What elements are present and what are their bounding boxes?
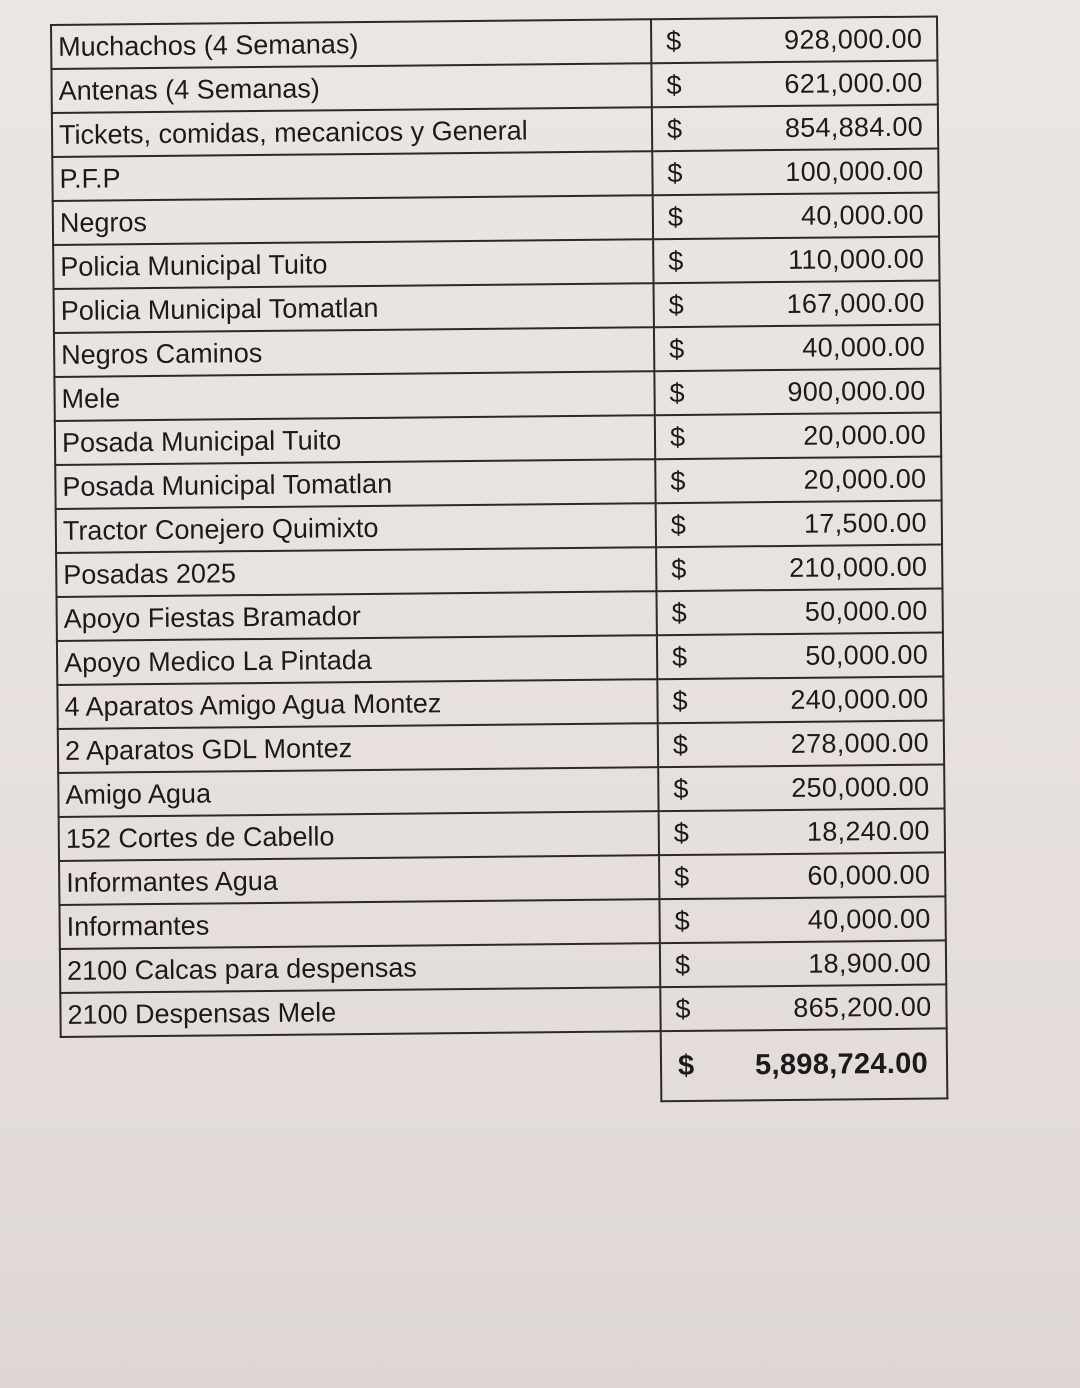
row-label: Posada Municipal Tuito bbox=[55, 415, 655, 465]
row-label: Muchachos (4 Semanas) bbox=[51, 19, 651, 69]
total-currency-symbol: $ bbox=[677, 1049, 695, 1082]
row-label: Apoyo Fiestas Bramador bbox=[57, 591, 657, 641]
row-amount: 60,000.00 bbox=[807, 859, 931, 891]
row-amount-cell bbox=[657, 676, 943, 723]
row-amount: 50,000.00 bbox=[805, 639, 929, 671]
currency-symbol: $ bbox=[667, 157, 683, 188]
row-amount: 40,000.00 bbox=[800, 199, 925, 231]
row-label: Posadas 2025 bbox=[56, 547, 656, 597]
currency-symbol: $ bbox=[674, 905, 690, 936]
row-label: Negros bbox=[53, 195, 653, 245]
row-amount-cell bbox=[657, 632, 943, 679]
row-amount: 20,000.00 bbox=[803, 463, 927, 495]
currency-symbol: $ bbox=[670, 465, 686, 496]
row-amount-cell bbox=[653, 236, 939, 283]
row-amount-cell bbox=[654, 324, 940, 371]
row-amount: 621,000.00 bbox=[784, 67, 923, 99]
row-amount-cell bbox=[651, 16, 937, 63]
currency-symbol: $ bbox=[674, 949, 691, 980]
currency-symbol: $ bbox=[675, 993, 691, 1024]
currency-symbol: $ bbox=[666, 69, 682, 100]
row-label: Tickets, comidas, mecanicos y General bbox=[52, 107, 652, 157]
row-amount-cell bbox=[653, 192, 939, 239]
row-label: Policia Municipal Tomatlan bbox=[54, 283, 654, 333]
row-amount: 17,500.00 bbox=[803, 507, 927, 539]
row-amount-cell bbox=[651, 60, 937, 107]
row-label: Amigo Agua bbox=[58, 767, 658, 817]
currency-symbol: $ bbox=[670, 509, 686, 540]
currency-symbol: $ bbox=[672, 729, 689, 760]
row-label: Tractor Conejero Quimixto bbox=[56, 503, 656, 553]
row-label: 4 Aparatos Amigo Agua Montez bbox=[57, 679, 657, 729]
expense-table bbox=[50, 15, 948, 1107]
row-label: Policia Municipal Tuito bbox=[53, 239, 653, 289]
row-label: Apoyo Medico La Pintada bbox=[57, 635, 657, 685]
row-amount-cell bbox=[660, 940, 946, 987]
row-amount: 240,000.00 bbox=[790, 683, 929, 715]
row-amount: 854,884.00 bbox=[784, 111, 924, 143]
currency-symbol: $ bbox=[671, 597, 687, 628]
row-amount-cell bbox=[652, 104, 938, 151]
row-amount-cell bbox=[655, 412, 941, 459]
row-amount: 928,000.00 bbox=[783, 23, 923, 55]
row-amount-cell bbox=[652, 148, 938, 195]
currency-symbol: $ bbox=[674, 861, 690, 892]
currency-symbol: $ bbox=[669, 377, 685, 408]
row-amount: 250,000.00 bbox=[791, 771, 930, 803]
total-spacer bbox=[61, 1031, 662, 1107]
row-amount-cell bbox=[654, 280, 940, 327]
row-label: Informantes bbox=[59, 899, 659, 949]
currency-symbol: $ bbox=[671, 641, 688, 672]
row-amount-cell bbox=[654, 368, 940, 415]
row-amount: 210,000.00 bbox=[788, 551, 928, 583]
row-amount-cell bbox=[659, 852, 945, 899]
row-amount: 40,000.00 bbox=[807, 903, 931, 935]
row-label: Informantes Agua bbox=[59, 855, 659, 905]
currency-symbol: $ bbox=[668, 289, 684, 320]
row-amount: 40,000.00 bbox=[802, 331, 926, 363]
row-amount-cell bbox=[659, 896, 945, 943]
row-label: Posada Municipal Tomatlan bbox=[55, 459, 655, 509]
row-amount: 18,240.00 bbox=[806, 815, 930, 847]
currency-symbol: $ bbox=[666, 25, 682, 56]
row-amount-cell bbox=[660, 984, 946, 1031]
row-label: 152 Cortes de Cabello bbox=[59, 811, 659, 861]
row-label: 2100 Calcas para despensas bbox=[60, 943, 660, 993]
total-row bbox=[61, 1028, 948, 1107]
row-amount-cell bbox=[659, 808, 945, 855]
currency-symbol: $ bbox=[669, 421, 686, 452]
expense-table-body bbox=[51, 16, 947, 1036]
row-amount-cell bbox=[656, 588, 942, 635]
currency-symbol: $ bbox=[668, 333, 685, 364]
currency-symbol: $ bbox=[666, 113, 683, 144]
row-amount: 100,000.00 bbox=[785, 155, 924, 187]
total-cell bbox=[661, 1028, 948, 1101]
currency-symbol: $ bbox=[672, 685, 688, 716]
row-amount-cell bbox=[658, 720, 944, 767]
row-label: Mele bbox=[54, 371, 654, 421]
row-amount-cell bbox=[658, 764, 944, 811]
row-amount: 167,000.00 bbox=[786, 287, 925, 319]
row-label: P.F.P bbox=[52, 151, 652, 201]
currency-symbol: $ bbox=[671, 553, 687, 584]
row-amount: 900,000.00 bbox=[787, 375, 926, 407]
row-amount-cell bbox=[656, 544, 942, 591]
currency-symbol: $ bbox=[673, 817, 689, 848]
row-amount-cell bbox=[656, 500, 942, 547]
currency-symbol: $ bbox=[668, 245, 684, 276]
row-amount: 865,200.00 bbox=[793, 991, 932, 1023]
row-amount: 50,000.00 bbox=[804, 595, 928, 627]
row-amount: 20,000.00 bbox=[803, 419, 927, 451]
total-amount: 5,898,724.00 bbox=[754, 1047, 929, 1081]
row-label: Antenas (4 Semanas) bbox=[51, 63, 651, 113]
currency-symbol: $ bbox=[667, 201, 684, 232]
row-amount: 110,000.00 bbox=[788, 243, 925, 275]
row-label: 2 Aparatos GDL Montez bbox=[58, 723, 658, 773]
row-label: 2100 Despensas Mele bbox=[60, 987, 660, 1037]
currency-symbol: $ bbox=[673, 773, 689, 804]
row-amount: 18,900.00 bbox=[808, 947, 932, 979]
row-amount: 278,000.00 bbox=[790, 727, 930, 759]
row-amount-cell bbox=[655, 456, 941, 503]
row-label: Negros Caminos bbox=[54, 327, 654, 377]
